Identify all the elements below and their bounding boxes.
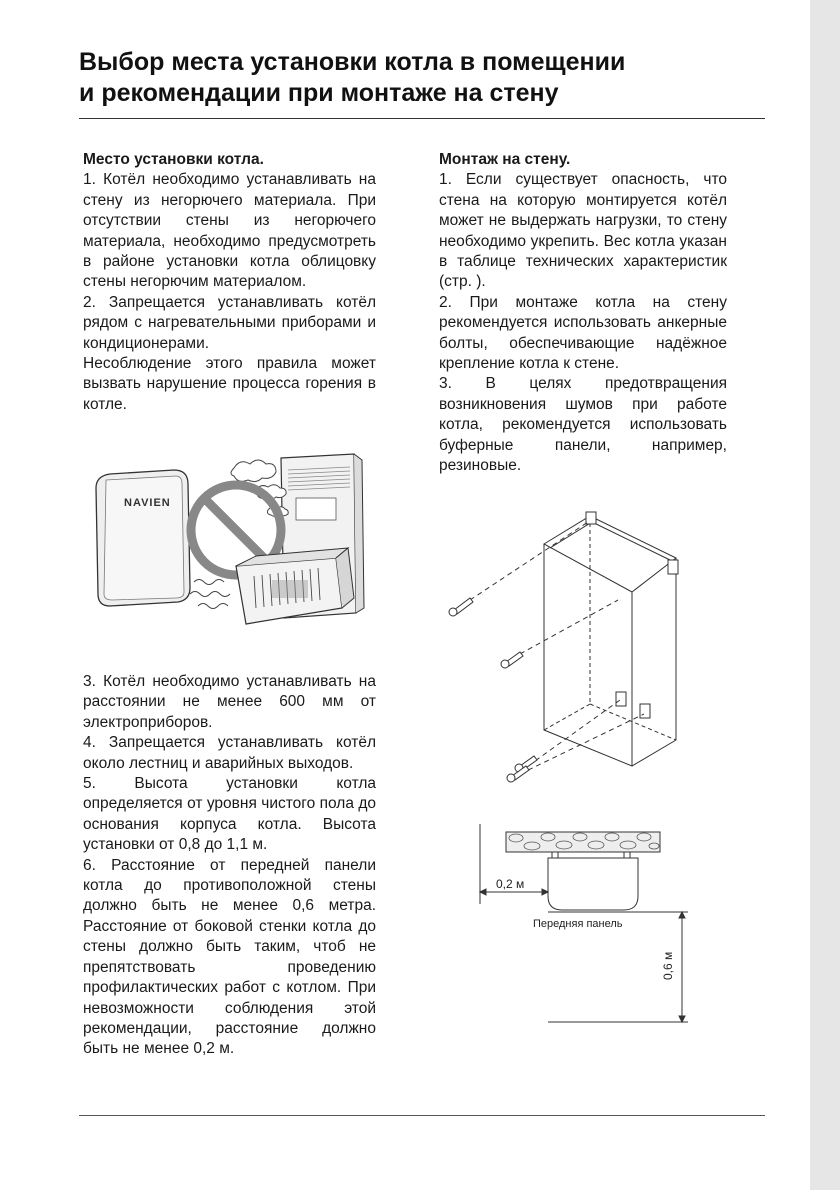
paragraph: 5. Высота установки котла определяется от уровня чистого пола до основания корпуса котла. Высота установки от 0,8 до 1,1 м.	[83, 775, 376, 854]
title-divider	[79, 118, 765, 119]
paragraph: 1. Если существует опасность, что стена на которую монтируется котёл может не выдержать нагрузки, то стену необходимо укрепить. Вес котла указан в таблице технических характеристик (стр. ).	[439, 171, 727, 291]
wall-mounting-illustration	[440, 508, 700, 788]
paragraph: 2. Запрещается устанавливать котёл рядом с нагревательными приборами и кондиционерами.	[83, 293, 376, 352]
page-title	[79, 47, 769, 109]
paragraph: 6. Расстояние от передней панели котла до противоположной стены должно быть не менее 0,6 метра. Расстояние от боковой стенки котла до стены должно быть таким, чтоб не препятствовать проведению профилактических работ с котлом. При невозможности соблюдения этой рекомендации, расстояние должно быть не менее 0,2 м.	[83, 856, 376, 1058]
heat-waves	[190, 580, 230, 609]
front-panel-label: Передняя панель	[533, 918, 623, 930]
front-gap-label: 0,6 м	[661, 951, 675, 980]
paragraph: 3. В целях предотвращения возникновения шумов при работе котла, рекомендуется использовать буферные панели, например, резиновые.	[439, 375, 727, 475]
paragraph: 4. Запрещается устанавливать котёл около лестниц и аварийных выходов.	[83, 734, 376, 772]
side-margin-strip	[810, 0, 840, 1190]
wall-mounting-section	[439, 150, 727, 477]
paragraph: 3. Котёл необходимо устанавливать на расстоянии не менее 600 мм от электроприборов.	[83, 673, 376, 731]
page-title-line-2: и рекомендации при монтаже на стену	[79, 79, 559, 107]
anchor-bolt-icon	[449, 598, 537, 782]
footer-divider	[79, 1115, 765, 1116]
side-gap-label: 0,2 м	[496, 877, 525, 891]
paragraph: 1. Котёл необходимо устанавливать на стену из негорючего материала. При отсутствии стены из негорючего материала, необходимо предусмотреть в районе установки котла облицовку стены негорючим материалом.	[83, 171, 376, 291]
paragraph: 2. При монтаже котла на стену рекомендуется использовать анкерные болты, обеспечивающие надёжное крепление котла к стене.	[439, 293, 727, 373]
paragraph: Несоблюдение этого правила может вызвать нарушение процесса горения в котле.	[83, 355, 376, 413]
installation-location-section	[83, 150, 376, 415]
boiler-illustration	[96, 470, 190, 606]
boiler-housing-outline	[544, 516, 676, 766]
page-title-line-1: Выбор места установки котла в помещении	[79, 48, 626, 76]
boiler-top-view	[548, 852, 638, 910]
boiler-brand-logo: NAVIEN	[124, 497, 171, 509]
prohibited-placement-illustration	[86, 448, 376, 638]
wall-mounting-heading: Монтаж на стену.	[439, 151, 571, 168]
installation-distance-section	[83, 672, 376, 1060]
wall-section-stone	[506, 832, 660, 852]
installation-location-heading: Место установки котла.	[83, 151, 264, 168]
